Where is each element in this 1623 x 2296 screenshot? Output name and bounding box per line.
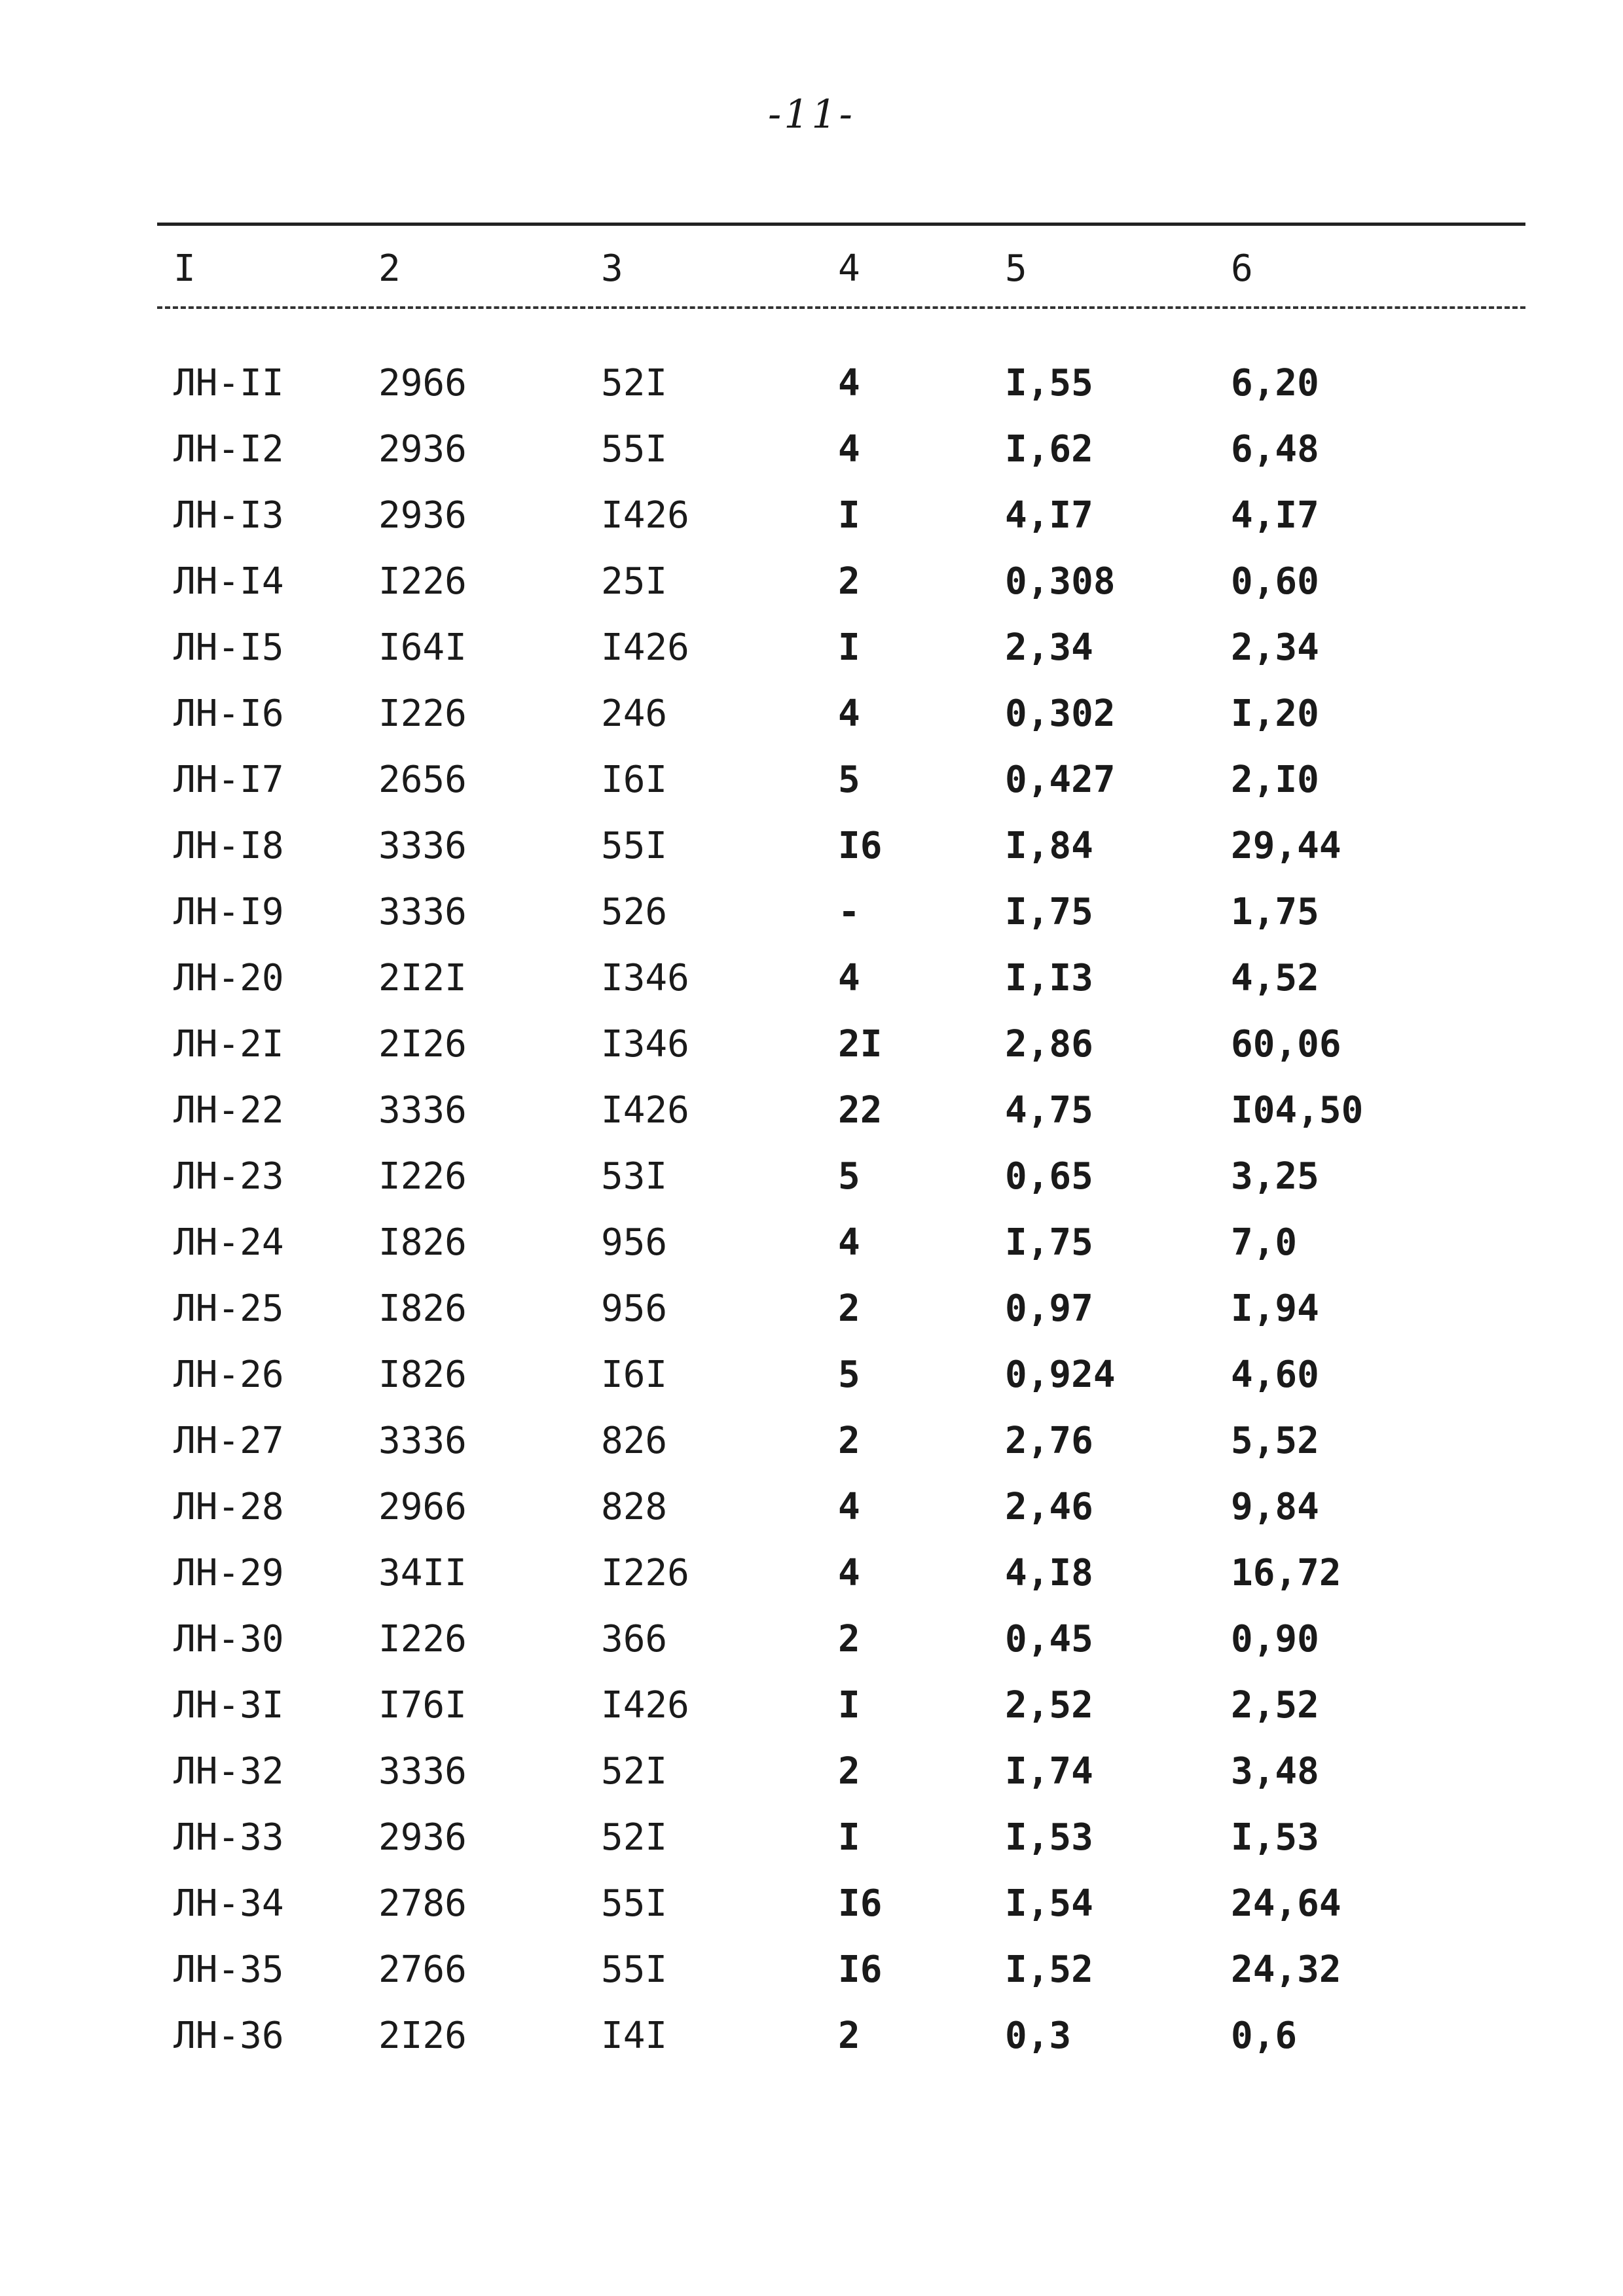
table-cell-col-5: 0,45 [1005,1618,1093,1660]
table-cell-col-3: 826 [601,1420,668,1462]
table-cell-col-1: ЛН-I4 [173,560,284,603]
table-cell-col-2: I226 [378,1155,467,1198]
table-cell-col-4: 4 [838,957,860,999]
page-number: -11- [768,92,855,137]
table-cell-col-6: 60,06 [1231,1023,1341,1066]
column-header-3: 3 [601,247,623,290]
table-row [0,1155,1623,1214]
table-row [0,2015,1623,2073]
table-cell-col-5: I,84 [1005,825,1093,867]
table-cell-col-6: 3,25 [1231,1155,1319,1198]
table-header-rule [157,306,1525,309]
table-cell-col-6: 6,48 [1231,428,1319,471]
table-cell-col-2: 2966 [378,362,467,404]
table-cell-col-1: ЛН-I7 [173,759,284,801]
table-cell-col-2: 2656 [378,759,467,801]
table-row [0,362,1623,421]
table-row [0,1089,1623,1148]
table-cell-col-4: 4 [838,692,860,735]
table-cell-col-6: 0,90 [1231,1618,1319,1660]
table-row [0,759,1623,817]
table-cell-col-2: 2I26 [378,2015,467,2057]
table-cell-col-1: ЛН-35 [173,1948,284,1991]
table-row [0,1750,1623,1809]
table-cell-col-3: I426 [601,626,689,669]
table-cell-col-6: 9,84 [1231,1486,1319,1528]
table-cell-col-5: 4,I8 [1005,1552,1093,1594]
table-cell-col-6: 6,20 [1231,362,1319,404]
table-cell-col-4: 4 [838,1221,860,1264]
table-cell-col-3: 828 [601,1486,668,1528]
table-cell-col-4: I6 [838,1882,883,1925]
table-cell-col-1: ЛН-30 [173,1618,284,1660]
table-cell-col-2: I76I [378,1684,467,1727]
table-cell-col-3: 366 [601,1618,668,1660]
table-row [0,1882,1623,1941]
table-row [0,494,1623,553]
table-row [0,825,1623,884]
table-cell-col-6: I04,50 [1231,1089,1364,1132]
table-cell-col-4: I6 [838,1948,883,1991]
table-row [0,1287,1623,1346]
table-cell-col-5: 4,I7 [1005,494,1093,537]
table-cell-col-6: 1,75 [1231,891,1319,933]
table-cell-col-5: 2,34 [1005,626,1093,669]
table-cell-col-3: 52I [601,362,668,404]
table-cell-col-2: 2I26 [378,1023,467,1066]
table-cell-col-3: I426 [601,1089,689,1132]
table-cell-col-1: ЛН-I8 [173,825,284,867]
table-cell-col-6: 7,0 [1231,1221,1298,1264]
table-cell-col-5: 2,86 [1005,1023,1093,1066]
table-cell-col-5: 0,3 [1005,2015,1072,2057]
column-header-4: 4 [838,247,860,290]
table-cell-col-2: 2786 [378,1882,467,1925]
table-cell-col-1: ЛН-27 [173,1420,284,1462]
table-row [0,428,1623,487]
table-cell-col-3: 55I [601,428,668,471]
table-cell-col-6: 16,72 [1231,1552,1341,1594]
table-cell-col-4: 2 [838,560,860,603]
table-cell-col-6: 3,48 [1231,1750,1319,1793]
column-header-1: I [173,247,196,290]
table-cell-col-3: I346 [601,957,689,999]
table-cell-col-1: ЛН-28 [173,1486,284,1528]
column-header-2: 2 [378,247,401,290]
table-cell-col-2: 3336 [378,1089,467,1132]
table-cell-col-4: 22 [838,1089,883,1132]
table-cell-col-5: 2,76 [1005,1420,1093,1462]
table-cell-col-1: ЛН-2I [173,1023,284,1066]
table-cell-col-5: I,55 [1005,362,1093,404]
table-cell-col-2: 2966 [378,1486,467,1528]
table-header-row [0,247,1623,306]
table-cell-col-5: 2,52 [1005,1684,1093,1727]
table-cell-col-2: 2766 [378,1948,467,1991]
table-cell-col-5: 2,46 [1005,1486,1093,1528]
table-cell-col-2: 3336 [378,825,467,867]
table-cell-col-2: I226 [378,692,467,735]
table-cell-col-4: 2 [838,2015,860,2057]
table-cell-col-6: 4,I7 [1231,494,1319,537]
table-cell-col-5: 0,65 [1005,1155,1093,1198]
table-cell-col-3: I6I [601,1354,668,1396]
table-cell-col-4: 4 [838,1552,860,1594]
table-cell-col-5: 0,924 [1005,1354,1116,1396]
table-cell-col-4: 2 [838,1618,860,1660]
table-cell-col-3: I346 [601,1023,689,1066]
table-cell-col-2: 3336 [378,891,467,933]
table-cell-col-4: 5 [838,759,860,801]
table-cell-col-3: 25I [601,560,668,603]
table-cell-col-4: 5 [838,1155,860,1198]
table-cell-col-3: 526 [601,891,668,933]
table-cell-col-2: 34II [378,1552,467,1594]
table-cell-col-2: 2I2I [378,957,467,999]
table-cell-col-3: I6I [601,759,668,801]
table-cell-col-6: I,53 [1231,1816,1319,1859]
table-cell-col-4: 4 [838,1486,860,1528]
table-cell-col-5: I,I3 [1005,957,1093,999]
table-cell-col-2: I226 [378,1618,467,1660]
table-cell-col-3: I426 [601,494,689,537]
table-cell-col-4: 4 [838,362,860,404]
table-cell-col-6: 2,52 [1231,1684,1319,1727]
table-row [0,560,1623,619]
table-cell-col-3: 55I [601,1882,668,1925]
table-cell-col-2: I826 [378,1354,467,1396]
table-cell-col-2: 2936 [378,494,467,537]
table-cell-col-5: I,75 [1005,1221,1093,1264]
table-cell-col-4: I [838,1684,860,1727]
column-header-5: 5 [1005,247,1027,290]
table-cell-col-4: 2 [838,1287,860,1330]
table-cell-col-3: I4I [601,2015,668,2057]
table-cell-col-2: 3336 [378,1420,467,1462]
table-cell-col-6: 2,34 [1231,626,1319,669]
table-cell-col-5: I,75 [1005,891,1093,933]
table-cell-col-1: ЛН-36 [173,2015,284,2057]
table-cell-col-4: - [838,891,860,933]
table-cell-col-6: 24,64 [1231,1882,1341,1925]
table-row [0,626,1623,685]
table-row [0,957,1623,1016]
table-cell-col-5: I,53 [1005,1816,1093,1859]
table-cell-col-1: ЛН-34 [173,1882,284,1925]
table-cell-col-1: ЛН-I9 [173,891,284,933]
table-cell-col-3: I226 [601,1552,689,1594]
table-cell-col-4: I [838,1816,860,1859]
table-cell-col-5: I,52 [1005,1948,1093,1991]
table-cell-col-1: ЛН-I6 [173,692,284,735]
table-cell-col-2: 2936 [378,1816,467,1859]
table-cell-col-6: 24,32 [1231,1948,1341,1991]
table-cell-col-6: 29,44 [1231,825,1341,867]
table-cell-col-6: 4,60 [1231,1354,1319,1396]
table-cell-col-1: ЛН-29 [173,1552,284,1594]
table-cell-col-3: 956 [601,1287,668,1330]
table-cell-col-4: I [838,494,860,537]
table-cell-col-3: 956 [601,1221,668,1264]
table-row [0,1023,1623,1082]
table-cell-col-3: I426 [601,1684,689,1727]
table-cell-col-1: ЛН-20 [173,957,284,999]
table-cell-col-1: ЛН-23 [173,1155,284,1198]
table-row [0,1552,1623,1611]
table-cell-col-5: 0,308 [1005,560,1116,603]
table-cell-col-3: 55I [601,825,668,867]
table-cell-col-4: 2 [838,1750,860,1793]
table-cell-col-3: 52I [601,1816,668,1859]
table-cell-col-5: I,74 [1005,1750,1093,1793]
table-row [0,1816,1623,1875]
table-cell-col-1: ЛН-I2 [173,428,284,471]
table-cell-col-1: ЛН-25 [173,1287,284,1330]
table-row [0,1684,1623,1743]
table-cell-col-5: 0,302 [1005,692,1116,735]
table-cell-col-5: 0,97 [1005,1287,1093,1330]
table-cell-col-2: I64I [378,626,467,669]
table-cell-col-2: I826 [378,1287,467,1330]
column-header-6: 6 [1231,247,1253,290]
table-cell-col-2: 3336 [378,1750,467,1793]
table-row [0,891,1623,950]
table-cell-col-4: 5 [838,1354,860,1396]
table-cell-col-3: 246 [601,692,668,735]
table-cell-col-6: I,20 [1231,692,1319,735]
table-row [0,1221,1623,1280]
table-cell-col-5: I,62 [1005,428,1093,471]
table-cell-col-4: I [838,626,860,669]
table-cell-col-2: 2936 [378,428,467,471]
table-cell-col-3: 55I [601,1948,668,1991]
table-row [0,1354,1623,1412]
table-cell-col-1: ЛН-I3 [173,494,284,537]
table-row [0,692,1623,751]
table-cell-col-6: 0,6 [1231,2015,1298,2057]
table-cell-col-6: 5,52 [1231,1420,1319,1462]
table-row [0,1948,1623,2007]
table-cell-col-1: ЛН-II [173,362,284,404]
table-cell-col-6: I,94 [1231,1287,1319,1330]
table-cell-col-1: ЛН-22 [173,1089,284,1132]
table-row [0,1618,1623,1677]
table-cell-col-1: ЛН-24 [173,1221,284,1264]
table-cell-col-3: 53I [601,1155,668,1198]
table-cell-col-1: ЛН-33 [173,1816,284,1859]
table-cell-col-6: 4,52 [1231,957,1319,999]
table-cell-col-2: I226 [378,560,467,603]
table-cell-col-1: ЛН-26 [173,1354,284,1396]
table-cell-col-4: I6 [838,825,883,867]
table-cell-col-4: 4 [838,428,860,471]
table-cell-col-3: 52I [601,1750,668,1793]
table-cell-col-1: ЛН-32 [173,1750,284,1793]
table-cell-col-1: ЛН-3I [173,1684,284,1727]
table-top-rule [157,223,1525,226]
table-cell-col-6: 2,I0 [1231,759,1319,801]
table-cell-col-5: 4,75 [1005,1089,1093,1132]
table-cell-col-4: 2 [838,1420,860,1462]
table-row [0,1420,1623,1479]
table-cell-col-5: I,54 [1005,1882,1093,1925]
table-cell-col-5: 0,427 [1005,759,1116,801]
table-cell-col-2: I826 [378,1221,467,1264]
table-row [0,1486,1623,1545]
table-cell-col-1: ЛН-I5 [173,626,284,669]
table-cell-col-4: 2I [838,1023,883,1066]
table-cell-col-6: 0,60 [1231,560,1319,603]
